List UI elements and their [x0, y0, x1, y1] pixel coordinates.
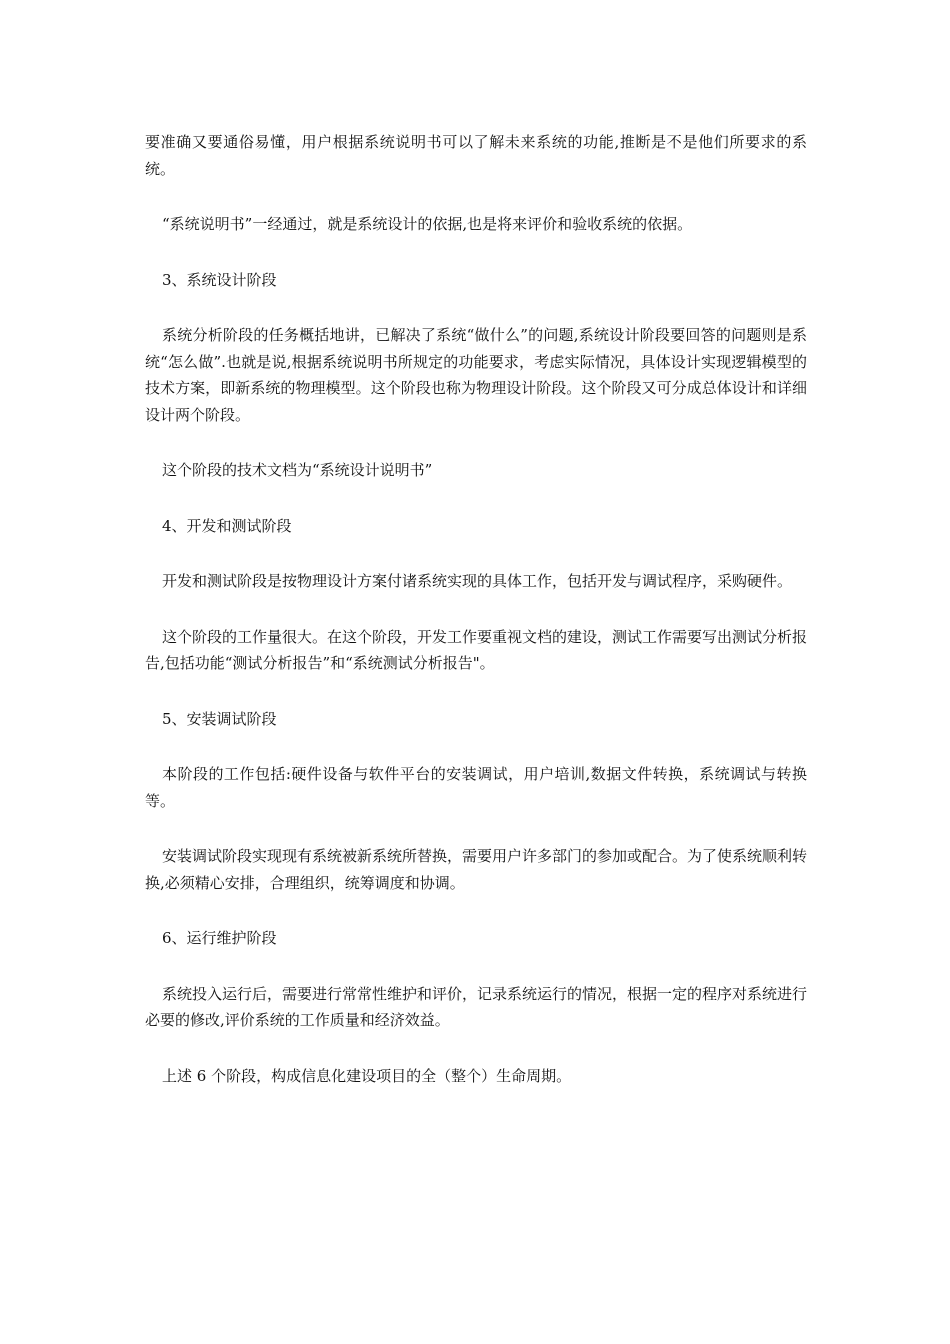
paragraph-installation-work: 本阶段的工作包括:硬件设备与软件平台的安装调试，用户培训,数据文件转换，系统调试与转换等。: [145, 765, 807, 810]
paragraph-operation-maintenance: 系统投入运行后，需要进行常常性维护和评价，记录系统运行的情况，根据一定的程序对系统进行必要的修改,评价系统的工作质量和经济效益。: [145, 984, 808, 1029]
paragraph-testing-workload: 这个阶段的工作量很大。在这个阶段，开发工作要重视文档的建设，测试工作需要写出测试分析报告,包括功能“测试分析报告”和“系统测试分析报告"。: [145, 627, 808, 672]
heading-development-testing-phase: 4、开发和测试阶段: [162, 516, 292, 535]
heading-system-design-phase: 3、系统设计阶段: [162, 270, 277, 289]
heading-installation-phase: 5、安装调试阶段: [162, 709, 277, 728]
paragraph-system-design-description: 系统分析阶段的任务概括地讲，已解决了系统“做什么”的问题,系统设计阶段要回答的问题则是系统“怎么做”.也就是说,根据系统说明书所规定的功能要求，考虑实际情况，具体设计实现逻辑模型的技术方案，即新系统的物理模型。这个阶段也称为物理设计阶段。这个阶段又可分成总体设计和详细设计两个阶段。: [145, 326, 807, 424]
document-page: [145, 129, 807, 1118]
paragraph-design-document: 这个阶段的技术文档为“系统设计说明书”: [162, 461, 433, 479]
paragraph-system-spec-requirements: 要准确又要通俗易懂，用户根据系统说明书可以了解未来系统的功能,推断是不是他们所要求的系统。: [145, 133, 807, 178]
paragraph-lifecycle-summary: 上述 6 个阶段，构成信息化建设项目的全（整个）生命周期。: [162, 1066, 572, 1085]
paragraph-system-spec-basis: “系统说明书”一经通过，就是系统设计的依据,也是将来评价和验收系统的依据。: [162, 215, 693, 233]
paragraph-development-description: 开发和测试阶段是按物理设计方案付诸系统实现的具体工作，包括开发与调试程序，采购硬件。: [162, 572, 793, 590]
paragraph-installation-coordination: 安装调试阶段实现现有系统被新系统所替换，需要用户许多部门的参加或配合。为了使系统顺利转换,必须精心安排，合理组织，统筹调度和协调。: [145, 847, 808, 892]
heading-operation-maintenance-phase: 6、运行维护阶段: [162, 929, 277, 947]
